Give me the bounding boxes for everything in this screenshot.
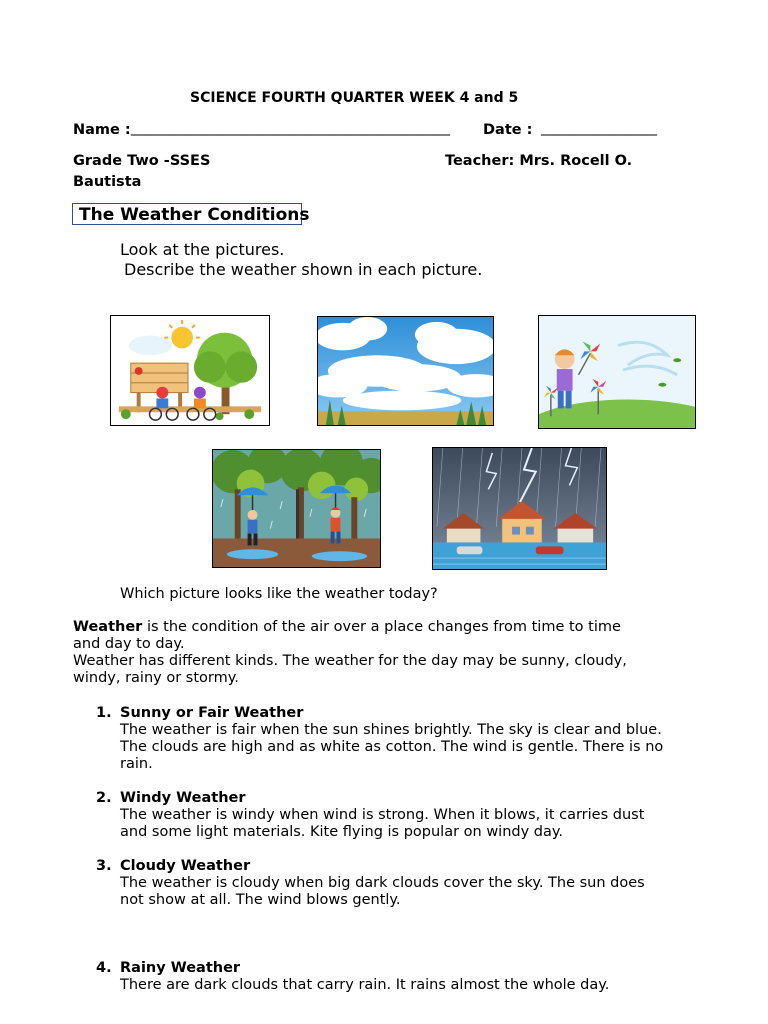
- rainy-umbrellas-image: [212, 449, 381, 568]
- list-item-title: Windy Weather: [120, 790, 246, 806]
- section-title: The Weather Conditions: [79, 205, 310, 225]
- teacher-label-continued: Bautista: [73, 174, 142, 190]
- list-item-text: The weather is cloudy when big dark clouds cover the sky. The sun does not show at all. The wind blows gently.: [120, 875, 645, 908]
- page-title: SCIENCE FOURTH QUARTER WEEK 4 and 5: [190, 90, 519, 106]
- name-label: Name :: [73, 122, 131, 138]
- list-item-text: The weather is fair when the sun shines brightly. The sky is clear and blue. The clouds are high and as white as cotton. The wind is gentle. There is no rain.: [120, 722, 664, 772]
- list-item-text: The weather is windy when wind is strong. When it blows, it carries dust and some light materials. Kite flying is popular on windy day.: [120, 807, 645, 840]
- list-item-number: 4.: [96, 960, 112, 976]
- name-field-line: ____________________________________________: [131, 120, 450, 136]
- cloudy-sky-image: [317, 316, 494, 426]
- list-item-title: Rainy Weather: [120, 960, 241, 976]
- definition-paragraph: [73, 619, 713, 687]
- definition-line-3: Weather has different kinds. The weather for the day may be sunny, cloudy,: [73, 653, 627, 669]
- teacher-label: Teacher: Mrs. Rocell O.: [445, 153, 633, 169]
- question-text: Which picture looks like the weather today?: [120, 586, 438, 602]
- list-item-number: 2.: [96, 790, 112, 806]
- list-item-title: Cloudy Weather: [120, 858, 251, 874]
- list-item-number: 3.: [96, 858, 112, 874]
- list-item-number: 1.: [96, 705, 112, 721]
- list-item-title: Sunny or Fair Weather: [120, 705, 304, 721]
- list-item-text: There are dark clouds that carry rain. It rains almost the whole day.: [120, 977, 610, 993]
- date-field-line: ________________: [541, 120, 657, 136]
- definition-line-4: windy, rainy or stormy.: [73, 670, 239, 686]
- sunny-scene-image: [110, 315, 270, 426]
- instruction-line-2: Describe the weather shown in each picture.: [124, 260, 483, 279]
- windy-pinwheel-image: [538, 315, 696, 429]
- instruction-line-1: Look at the pictures.: [120, 240, 285, 259]
- definition-line-1: is the condition of the air over a place changes from time to time: [142, 619, 621, 635]
- grade-label: Grade Two -SSES: [73, 153, 211, 169]
- stormy-flood-image: [432, 447, 607, 570]
- definition-term: Weather: [73, 619, 143, 635]
- date-label: Date :: [483, 122, 533, 138]
- definition-line-2: and day to day.: [73, 636, 185, 652]
